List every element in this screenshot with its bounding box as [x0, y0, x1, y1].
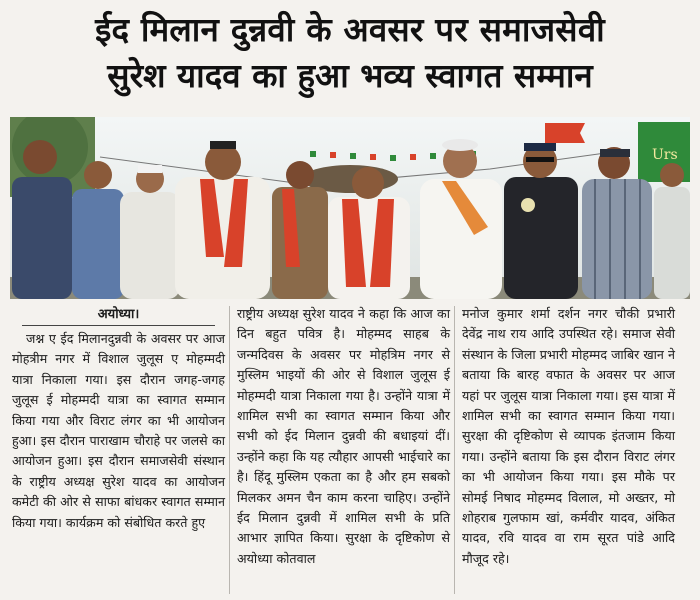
- column-rule: [454, 306, 455, 594]
- news-photo: [10, 117, 690, 299]
- article-column-3: [462, 304, 675, 569]
- headline-line-2: सुरेश यादव का हुआ भव्य स्वागत सम्मान: [107, 56, 593, 95]
- photo-illustration: [10, 117, 690, 299]
- flag: [545, 123, 585, 143]
- article-column-2: [237, 304, 450, 569]
- article-text: राष्ट्रीय अध्यक्ष सुरेश यादव ने कहा कि आज का दिन बहुत पवित्र है। मोहम्मद साहब के जन्मदिवस के अवसर पर मोहत्रिम नगर से मुस्लिम भाइयों की ओर से विशाल जुलूस ई मोहम्मदी यात्रा निकाला गया है। उन्होंने यात्रा में शामिल सभी का स्वागत सम्मान किया और सभी को ईद मिलान दुन्नवी की बधाइयां दीं। उन्होंने कहा कि यह त्यौहार आपसी भाईचारे का है। हिंदू मुस्लिम एकता का है और हम सबको मिलकर अमन चैन काम करना चाहिए। उन्होंने ईद मिलान दुन्नवी में शामिल सभी के प्रति आभार ज्ञापित किया। सुरक्षा के दृष्टिकोण से अयोध्या कोतवाल: [237, 306, 450, 566]
- article-column-1: [12, 304, 225, 533]
- headline-line-1: ईद मिलान दुन्नवी के अवसर पर समाजसेवी: [95, 10, 605, 49]
- article-text: जश्न ए ईद मिलानदुन्नवी के अवसर पर आज मोहत्रीम नगर में विशाल जुलूस ए मोहम्मदी यात्रा निकाला गया। इस दौरान जगह-जगह जुलूस ई मोहम्मदी यात्रा का स्वागत सम्मान किया गया और विराट लंगर का भी आयोजन हुआ। इस दौरान पाराखाम चौराहे पर जलसे का आयोजन हुआ। इस दौरान समाजसेवी संस्थान के राष्ट्रीय अध्यक्ष सुरेश यादव का आयोजन कमेटी की ओर से साफा बांधकर स्वागत सम्मान किया गया। कार्यक्रम को संबोधित करते हुए: [12, 331, 225, 530]
- headline: [0, 8, 700, 98]
- dateline: अयोध्या।: [22, 304, 215, 326]
- column-rule: [229, 306, 230, 594]
- svg-text:Urs: Urs: [652, 147, 678, 163]
- article-text: मनोज कुमार शर्मा दर्शन नगर चौकी प्रभारी देवेंद्र नाथ राय आदि उपस्थित रहे। समाज सेवी संस्थान के जिला प्रभारी मोहम्मद जाबिर खान ने बताया कि बारह वफात के अवसर पर आज यहां पर जुलूस यात्रा निकाला गया। इस यात्रा में शामिल सभी का स्वागत सम्मान किया गया। सुरक्षा की दृष्टिकोण से व्यापक इंतजाम किया गया। उन्होंने बताया कि इस दौरान विराट लंगर का भी आयोजन किया गया। इस मौके पर सोमई निषाद मोहम्मद विलाल, मो अख्तर, मो शोहराब गुलफाम खां, कर्मवीर यादव, अंकित यादव, रवि यादव वा राम सूरत पांडे आदि मौजूद रहे।: [462, 306, 675, 566]
